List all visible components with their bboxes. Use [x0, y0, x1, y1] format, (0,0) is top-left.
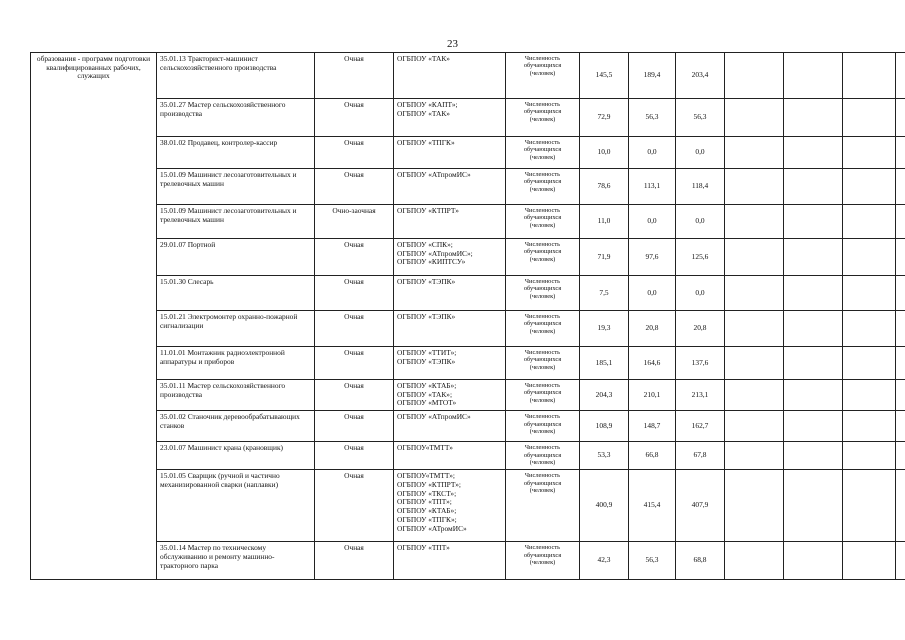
indicator-cell: [506, 99, 580, 137]
institution-name: ОГБПОУ «ТЭПК»: [397, 312, 456, 321]
value-cell-v1: 72,9: [580, 99, 629, 137]
indicator-line: Численность: [524, 472, 561, 480]
empty-cell: [725, 276, 784, 311]
empty-cell: [725, 470, 784, 542]
study-form-cell: Очная: [315, 411, 394, 442]
institution-name: ОГБПОУ «ТПГК»;: [397, 514, 457, 524]
indicator-line: Численность: [524, 382, 561, 389]
indicator-cell: [506, 137, 580, 169]
table-row: [31, 442, 905, 470]
indicator-cell: [506, 311, 580, 347]
institution-name: ОГБПОУ «МТОТ»: [397, 398, 457, 408]
empty-cell: [896, 53, 905, 99]
indicator-line: Численность: [524, 207, 561, 214]
empty-cell: [725, 205, 784, 239]
empty-cell: [896, 239, 905, 276]
value-cell-v2: 113,1: [629, 169, 676, 205]
institutions-cell: [394, 380, 506, 411]
indicator-line: обучающихся: [523, 108, 562, 116]
indicator-line: обучающихся: [523, 356, 562, 364]
empty-cell: [784, 276, 843, 311]
indicator-line: (человек): [529, 115, 556, 123]
institution-name: ОГБПОУ «ТТИТ»;: [397, 348, 457, 357]
value-cell-v2: 0,0: [629, 137, 676, 169]
value-cell-v1: 19,3: [580, 311, 629, 347]
table-row: [31, 205, 905, 239]
value-cell-v1: 400,9: [580, 470, 629, 542]
institution-name: ОГБПОУ «ТПТ»: [397, 543, 450, 553]
empty-cell: [784, 239, 843, 276]
institution-name: ОГБПОУ«ТМТТ»: [397, 443, 453, 453]
empty-cell: [725, 380, 784, 411]
institution-name: ОГБПОУ «СПК»;: [397, 240, 453, 249]
empty-cell: [896, 442, 905, 470]
empty-cell: [843, 311, 896, 347]
value-cell-v3: 68,8: [676, 542, 725, 580]
value-cell-v3: 407,9: [676, 470, 725, 542]
indicator-line: (человек): [529, 292, 556, 300]
table-row: [31, 99, 905, 137]
indicator-cell: [506, 53, 580, 99]
table-row: [31, 311, 905, 347]
specialty-cell: 38.01.02 Продавец, контролер-кассир: [157, 137, 315, 169]
empty-cell: [843, 239, 896, 276]
institution-name: ОГБПОУ «АТромИС»: [397, 523, 467, 533]
empty-cell: [784, 542, 843, 580]
indicator-cell: [506, 276, 580, 311]
value-cell-v1: 71,9: [580, 239, 629, 276]
indicator-line: Численность: [524, 444, 561, 452]
empty-cell: [843, 411, 896, 442]
value-cell-v1: 204,3: [580, 380, 629, 411]
value-cell-v2: 210,1: [629, 380, 676, 411]
empty-cell: [784, 347, 843, 380]
institution-name: ОГБПОУ «ТАК»: [397, 54, 450, 63]
empty-cell: [896, 169, 905, 205]
value-cell-v3: 125,6: [676, 239, 725, 276]
institutions-cell: [394, 276, 506, 311]
indicator-cell: [506, 205, 580, 239]
study-form-cell: Очная: [315, 470, 394, 542]
indicator-line: обучающихся: [523, 451, 562, 459]
indicator-line: Численность: [524, 413, 561, 421]
indicator-cell: [506, 239, 580, 276]
indicator-line: обучающихся: [523, 214, 562, 222]
study-form-cell: Очная: [315, 442, 394, 470]
indicator-line: (человек): [529, 458, 556, 466]
value-cell-v3: 213,1: [676, 380, 725, 411]
indicator-cell: [506, 470, 580, 542]
indicator-line: (человек): [529, 255, 556, 263]
study-form-cell: Очная: [315, 239, 394, 276]
indicator-cell: [506, 347, 580, 380]
indicator-line: обучающихся: [523, 551, 562, 559]
empty-cell: [843, 347, 896, 380]
indicator-line: (человек): [529, 396, 556, 404]
empty-cell: [896, 470, 905, 542]
empty-cell: [843, 380, 896, 411]
empty-cell: [784, 53, 843, 99]
value-cell-v1: 53,3: [580, 442, 629, 470]
institutions-cell: [394, 411, 506, 442]
empty-cell: [843, 470, 896, 542]
value-cell-v2: 415,4: [629, 470, 676, 542]
institutions-cell: [394, 542, 506, 580]
table-row: [31, 470, 905, 542]
specialty-cell: 23.01.07 Машинист крана (крановщик): [157, 442, 315, 470]
section-label-cell: образования - программ подготовки квалифицированных рабочих, служащих: [31, 53, 157, 580]
empty-cell: [725, 442, 784, 470]
page-number: 23: [447, 38, 458, 50]
indicator-line: обучающихся: [523, 420, 562, 428]
empty-cell: [896, 205, 905, 239]
institutions-cell: [394, 311, 506, 347]
empty-cell: [843, 542, 896, 580]
indicator-line: обучающихся: [523, 62, 562, 70]
institution-name: ОГБПОУ «КИПТСУ»: [397, 257, 466, 267]
indicator-line: Численность: [524, 544, 561, 552]
value-cell-v3: 0,0: [676, 205, 725, 239]
indicator-line: Численность: [524, 241, 561, 248]
empty-cell: [725, 137, 784, 169]
indicator-line: (человек): [529, 69, 556, 77]
empty-cell: [725, 169, 784, 205]
empty-cell: [725, 542, 784, 580]
value-cell-v2: 189,4: [629, 53, 676, 99]
institutions-cell: [394, 442, 506, 470]
empty-cell: [896, 542, 905, 580]
indicator-line: (человек): [529, 153, 556, 161]
indicator-cell: [506, 542, 580, 580]
value-cell-v1: 145,5: [580, 53, 629, 99]
institution-name: ОГБПОУ «АТпромИС»: [397, 412, 471, 422]
value-cell-v3: 203,4: [676, 53, 725, 99]
programs-table: [30, 52, 905, 580]
table-row: [31, 169, 905, 205]
value-cell-v2: 0,0: [629, 276, 676, 311]
study-form-cell: Очная: [315, 169, 394, 205]
institution-name: ОГБПОУ «ТАК»: [397, 108, 450, 118]
value-cell-v3: 20,8: [676, 311, 725, 347]
institutions-cell: [394, 205, 506, 239]
value-cell-v1: 42,3: [580, 542, 629, 580]
empty-cell: [784, 380, 843, 411]
institution-name: ОГБПОУ «АТпромИС»;: [397, 248, 473, 258]
indicator-line: обучающихся: [523, 479, 562, 487]
specialty-cell: 35.01.11 Мастер сельскохозяйственного производства: [157, 380, 315, 411]
value-cell-v1: 7,5: [580, 276, 629, 311]
empty-cell: [784, 99, 843, 137]
value-cell-v2: 56,3: [629, 99, 676, 137]
empty-cell: [896, 380, 905, 411]
empty-cell: [896, 411, 905, 442]
institution-name: ОГБПОУ «КТАБ»;: [397, 506, 457, 516]
institution-name: ОГБПОУ «АТпромИС»: [397, 170, 471, 179]
empty-cell: [896, 311, 905, 347]
value-cell-v3: 67,8: [676, 442, 725, 470]
value-cell-v2: 56,3: [629, 542, 676, 580]
institution-name: ОГБПОУ «ТЭПК»: [397, 277, 456, 286]
specialty-cell: 15.01.09 Машинист лесозаготовительных и трелевочных машин: [157, 169, 315, 205]
indicator-line: обучающихся: [523, 146, 562, 154]
empty-cell: [896, 99, 905, 137]
specialty-cell: 35.01.14 Мастер по техническому обслуживанию и ремонту машинно-тракторного парка: [157, 542, 315, 580]
indicator-line: обучающихся: [523, 389, 562, 397]
institution-name: ОГБПОУ «КТПРТ»: [397, 206, 459, 215]
value-cell-v3: 0,0: [676, 276, 725, 311]
indicator-cell: [506, 169, 580, 205]
empty-cell: [725, 411, 784, 442]
document-table-wrapper: [30, 52, 905, 580]
specialty-cell: 15.01.09 Машинист лесозаготовительных и трелевочных машин: [157, 205, 315, 239]
institutions-cell: [394, 347, 506, 380]
empty-cell: [843, 137, 896, 169]
empty-cell: [843, 53, 896, 99]
institution-name: ОГБПОУ «ТЭПК»: [397, 356, 456, 366]
indicator-cell: [506, 442, 580, 470]
empty-cell: [896, 347, 905, 380]
empty-cell: [896, 276, 905, 311]
indicator-line: (человек): [529, 486, 556, 494]
study-form-cell: Очная: [315, 99, 394, 137]
indicator-line: (человек): [529, 221, 556, 229]
indicator-line: Численность: [524, 139, 561, 146]
indicator-line: (человек): [529, 427, 556, 435]
indicator-line: обучающихся: [523, 285, 562, 293]
table-row: [31, 380, 905, 411]
value-cell-v2: 148,7: [629, 411, 676, 442]
study-form-cell: Очная: [315, 53, 394, 99]
indicator-line: Численность: [524, 278, 561, 285]
table-row: [31, 347, 905, 380]
value-cell-v3: 162,7: [676, 411, 725, 442]
empty-cell: [843, 205, 896, 239]
indicator-line: (человек): [529, 185, 556, 193]
empty-cell: [784, 470, 843, 542]
empty-cell: [725, 53, 784, 99]
indicator-line: обучающихся: [523, 178, 562, 186]
empty-cell: [896, 137, 905, 169]
empty-cell: [784, 442, 843, 470]
value-cell-v1: 11,0: [580, 205, 629, 239]
indicator-line: Численность: [524, 349, 561, 356]
indicator-cell: [506, 411, 580, 442]
institution-name: ОГБПОУ «ТПГК»: [397, 138, 455, 147]
empty-cell: [784, 311, 843, 347]
value-cell-v3: 56,3: [676, 99, 725, 137]
table-row: [31, 137, 905, 169]
empty-cell: [784, 205, 843, 239]
empty-cell: [843, 276, 896, 311]
study-form-cell: Очная: [315, 276, 394, 311]
institutions-cell: [394, 470, 506, 542]
indicator-line: (человек): [529, 363, 556, 371]
value-cell-v1: 78,6: [580, 169, 629, 205]
indicator-line: Численность: [524, 313, 561, 320]
institution-name: ОГБПОУ «ТПТ»;: [397, 497, 452, 507]
institution-name: ОГБПОУ «КТАБ»;: [397, 381, 457, 390]
indicator-line: обучающихся: [523, 248, 562, 256]
institutions-cell: [394, 239, 506, 276]
empty-cell: [843, 442, 896, 470]
indicator-line: обучающихся: [523, 320, 562, 328]
institutions-cell: [394, 99, 506, 137]
specialty-cell: 15.01.05 Сварщик (ручной и частично механизированной сварки (наплавки): [157, 470, 315, 542]
value-cell-v1: 10,0: [580, 137, 629, 169]
indicator-cell: [506, 380, 580, 411]
study-form-cell: Очная: [315, 380, 394, 411]
empty-cell: [725, 311, 784, 347]
study-form-cell: Очная: [315, 137, 394, 169]
study-form-cell: Очная: [315, 311, 394, 347]
table-row: [31, 411, 905, 442]
specialty-cell: 35.01.27 Мастер сельскохозяйственного производства: [157, 99, 315, 137]
value-cell-v2: 97,6: [629, 239, 676, 276]
table-row: [31, 542, 905, 580]
institutions-cell: [394, 137, 506, 169]
specialty-cell: 35.01.13 Тракторист-машинист сельскохозяйственного производства: [157, 53, 315, 99]
indicator-line: Численность: [524, 55, 561, 62]
study-form-cell: Очная: [315, 347, 394, 380]
value-cell-v3: 0,0: [676, 137, 725, 169]
table-row: [31, 239, 905, 276]
institution-name: ОГБПОУ «КТПРТ»;: [397, 479, 461, 489]
specialty-cell: 35.01.02 Станочник деревообрабатывающих станков: [157, 411, 315, 442]
specialty-cell: 29.01.07 Портной: [157, 239, 315, 276]
empty-cell: [784, 411, 843, 442]
value-cell-v2: 0,0: [629, 205, 676, 239]
empty-cell: [725, 347, 784, 380]
institution-name: ОГБПОУ «ТАК»;: [397, 389, 453, 399]
institution-name: ОГБПОУ «ТКСТ»;: [397, 488, 457, 498]
empty-cell: [725, 239, 784, 276]
institution-name: ОГБПОУ «КАПТ»;: [397, 100, 458, 109]
institutions-cell: [394, 53, 506, 99]
indicator-line: Численность: [524, 101, 561, 108]
value-cell-v2: 164,6: [629, 347, 676, 380]
specialty-cell: 11.01.01 Монтажник радиоэлектронной аппаратуры и приборов: [157, 347, 315, 380]
empty-cell: [784, 169, 843, 205]
specialty-cell: 15.01.30 Слесарь: [157, 276, 315, 311]
indicator-line: (человек): [529, 558, 556, 566]
value-cell-v2: 66,8: [629, 442, 676, 470]
empty-cell: [843, 169, 896, 205]
value-cell-v3: 137,6: [676, 347, 725, 380]
table-row: [31, 276, 905, 311]
empty-cell: [784, 137, 843, 169]
value-cell-v1: 108,9: [580, 411, 629, 442]
study-form-cell: Очная: [315, 542, 394, 580]
empty-cell: [725, 99, 784, 137]
table-row: [31, 53, 905, 99]
indicator-line: (человек): [529, 327, 556, 335]
value-cell-v1: 185,1: [580, 347, 629, 380]
specialty-cell: 15.01.21 Электромонтер охранно-пожарной сигнализации: [157, 311, 315, 347]
empty-cell: [843, 99, 896, 137]
value-cell-v3: 118,4: [676, 169, 725, 205]
value-cell-v2: 20,8: [629, 311, 676, 347]
indicator-line: Численность: [524, 171, 561, 178]
study-form-cell: Очно-заочная: [315, 205, 394, 239]
institution-name: ОГБПОУ«ТМТТ»;: [397, 471, 455, 481]
institutions-cell: [394, 169, 506, 205]
